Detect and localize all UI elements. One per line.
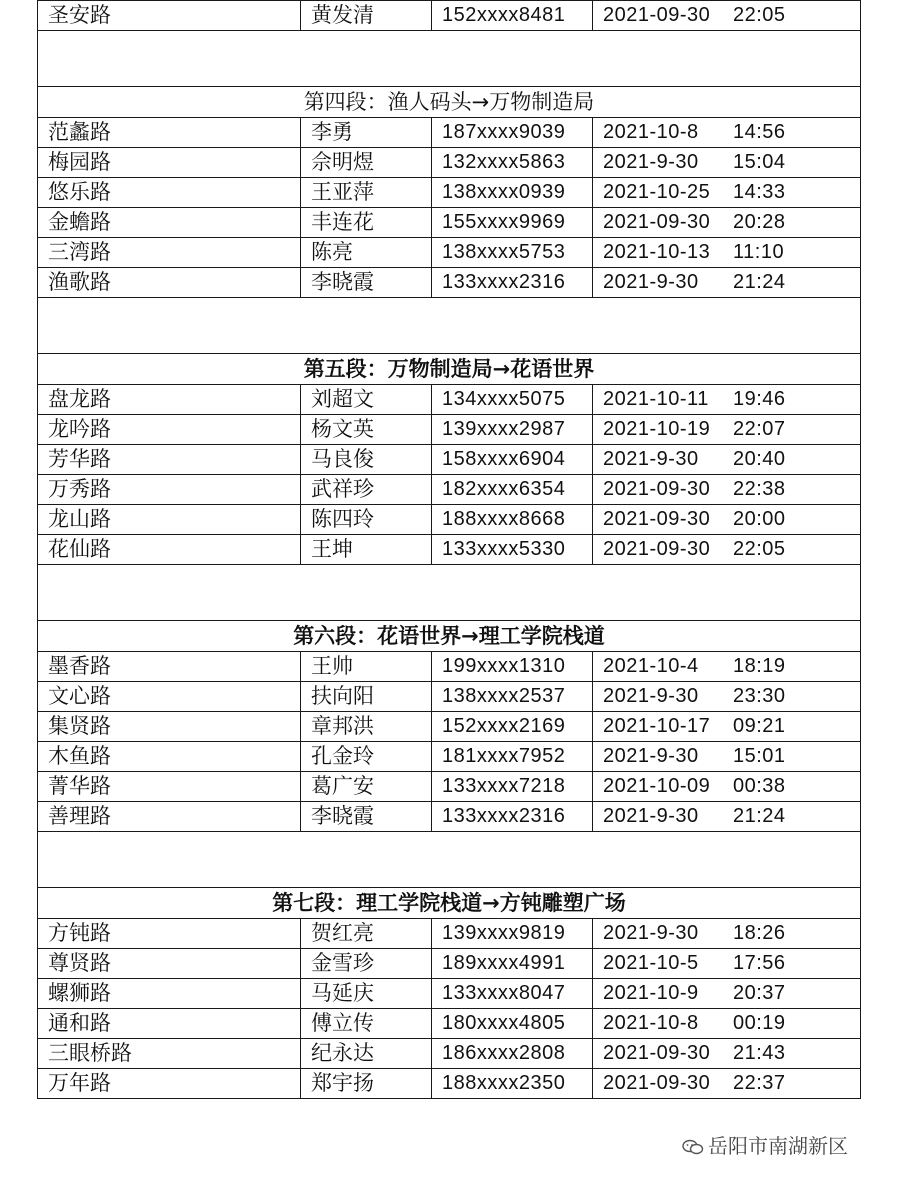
road-cell: 悠乐路 <box>38 178 301 208</box>
table-row <box>38 445 861 475</box>
section-header-row <box>38 354 861 385</box>
table-row <box>38 949 861 979</box>
time-text: 22:38 <box>733 478 786 500</box>
road-cell: 梅园路 <box>38 148 301 178</box>
table-row <box>38 802 861 832</box>
date-text: 2021-10-9 <box>603 982 699 1004</box>
phone-cell: 186xxxx2808 <box>432 1039 593 1069</box>
time-text: 09:21 <box>733 715 786 737</box>
name-cell: 金雪珍 <box>301 949 432 979</box>
table-row <box>38 415 861 445</box>
phone-cell: 138xxxx5753 <box>432 238 593 268</box>
watermark-text: 岳阳市南湖新区 <box>708 1134 848 1158</box>
datetime-cell <box>593 919 861 949</box>
phone-cell: 133xxxx5330 <box>432 535 593 565</box>
name-cell: 佘明煜 <box>301 148 432 178</box>
name-cell: 丰连花 <box>301 208 432 238</box>
road-cell: 木鱼路 <box>38 742 301 772</box>
time-text: 22:07 <box>733 418 786 440</box>
name-cell: 刘超文 <box>301 385 432 415</box>
datetime-cell <box>593 268 861 298</box>
phone-cell: 158xxxx6904 <box>432 445 593 475</box>
date-text: 2021-10-13 <box>603 241 711 263</box>
road-cell: 集贤路 <box>38 712 301 742</box>
time-text: 21:24 <box>733 805 786 827</box>
table-row <box>38 535 861 565</box>
datetime-cell <box>593 118 861 148</box>
section-header-row <box>38 888 861 919</box>
datetime-cell <box>593 1069 861 1099</box>
road-cell: 金蟾路 <box>38 208 301 238</box>
watermark <box>682 1130 848 1159</box>
datetime-cell <box>593 415 861 445</box>
section-header-row <box>38 621 861 652</box>
datetime-cell <box>593 1009 861 1039</box>
date-text: 2021-10-4 <box>603 655 699 677</box>
road-cell: 墨香路 <box>38 652 301 682</box>
date-text: 2021-09-30 <box>603 508 711 530</box>
datetime-cell <box>593 682 861 712</box>
time-text: 20:28 <box>733 211 786 233</box>
date-text: 2021-09-30 <box>603 538 711 560</box>
phone-cell: 133xxxx2316 <box>432 268 593 298</box>
datetime-cell <box>593 148 861 178</box>
phone-cell: 188xxxx8668 <box>432 505 593 535</box>
time-text: 22:05 <box>733 4 786 26</box>
date-text: 2021-9-30 <box>603 151 699 173</box>
datetime-cell <box>593 949 861 979</box>
table-row <box>38 385 861 415</box>
datetime-cell <box>593 535 861 565</box>
name-cell: 陈亮 <box>301 238 432 268</box>
date-text: 2021-09-30 <box>603 478 711 500</box>
road-cell: 龙吟路 <box>38 415 301 445</box>
road-cell: 龙山路 <box>38 505 301 535</box>
table-row <box>38 772 861 802</box>
road-cell: 万年路 <box>38 1069 301 1099</box>
time-text: 17:56 <box>733 952 786 974</box>
road-cell: 圣安路 <box>38 1 301 31</box>
name-cell: 扶向阳 <box>301 682 432 712</box>
datetime-cell <box>593 445 861 475</box>
blank-spacer-row <box>38 298 861 354</box>
time-text: 11:10 <box>733 241 785 263</box>
time-text: 15:01 <box>733 745 786 767</box>
name-cell: 杨文英 <box>301 415 432 445</box>
table-row <box>38 238 861 268</box>
phone-cell: 187xxxx9039 <box>432 118 593 148</box>
phone-cell: 138xxxx2537 <box>432 682 593 712</box>
table-row <box>38 118 861 148</box>
time-text: 14:56 <box>733 121 786 143</box>
name-cell: 陈四玲 <box>301 505 432 535</box>
table-row <box>38 1069 861 1099</box>
time-text: 00:19 <box>733 1012 786 1034</box>
table-row <box>38 268 861 298</box>
datetime-cell <box>593 652 861 682</box>
name-cell: 李晓霞 <box>301 802 432 832</box>
time-text: 20:37 <box>733 982 786 1004</box>
name-cell: 傅立传 <box>301 1009 432 1039</box>
road-cell: 范蠡路 <box>38 118 301 148</box>
time-text: 18:26 <box>733 922 786 944</box>
section-title: 第六段：花语世界→理工学院栈道 <box>38 621 861 652</box>
name-cell: 葛广安 <box>301 772 432 802</box>
phone-cell: 188xxxx2350 <box>432 1069 593 1099</box>
datetime-cell <box>593 505 861 535</box>
datetime-cell <box>593 1 861 31</box>
phone-cell: 133xxxx8047 <box>432 979 593 1009</box>
name-cell: 李勇 <box>301 118 432 148</box>
date-text: 2021-9-30 <box>603 922 699 944</box>
datetime-cell <box>593 475 861 505</box>
road-cell: 三眼桥路 <box>38 1039 301 1069</box>
name-cell: 黄发清 <box>301 1 432 31</box>
phone-cell: 138xxxx0939 <box>432 178 593 208</box>
phone-cell: 182xxxx6354 <box>432 475 593 505</box>
time-text: 19:46 <box>733 388 786 410</box>
time-text: 18:19 <box>733 655 786 677</box>
section-title: 第七段：理工学院栈道→方钝雕塑广场 <box>38 888 861 919</box>
name-cell: 纪永达 <box>301 1039 432 1069</box>
name-cell: 马良俊 <box>301 445 432 475</box>
phone-cell: 152xxxx8481 <box>432 1 593 31</box>
name-cell: 孔金玲 <box>301 742 432 772</box>
section-title: 第五段：万物制造局→花语世界 <box>38 354 861 385</box>
phone-cell: 189xxxx4991 <box>432 949 593 979</box>
datetime-cell <box>593 208 861 238</box>
blank-cell <box>38 565 861 621</box>
datetime-cell <box>593 979 861 1009</box>
date-text: 2021-09-30 <box>603 1072 711 1094</box>
date-text: 2021-9-30 <box>603 271 699 293</box>
table-row <box>38 148 861 178</box>
road-cell: 花仙路 <box>38 535 301 565</box>
table-row <box>38 919 861 949</box>
table-row <box>38 1 861 31</box>
phone-cell: 155xxxx9969 <box>432 208 593 238</box>
table-row <box>38 208 861 238</box>
blank-spacer-row <box>38 832 861 888</box>
phone-cell: 152xxxx2169 <box>432 712 593 742</box>
name-cell: 李晓霞 <box>301 268 432 298</box>
name-cell: 王坤 <box>301 535 432 565</box>
road-cell: 尊贤路 <box>38 949 301 979</box>
datetime-cell <box>593 712 861 742</box>
time-text: 20:40 <box>733 448 786 470</box>
date-text: 2021-10-17 <box>603 715 711 737</box>
road-cell: 万秀路 <box>38 475 301 505</box>
time-text: 21:43 <box>733 1042 786 1064</box>
table-row <box>38 475 861 505</box>
table-row <box>38 742 861 772</box>
time-text: 21:24 <box>733 271 786 293</box>
date-text: 2021-10-8 <box>603 121 699 143</box>
name-cell: 章邦洪 <box>301 712 432 742</box>
time-text: 20:00 <box>733 508 786 530</box>
table-row <box>38 712 861 742</box>
table-row <box>38 178 861 208</box>
blank-cell <box>38 298 861 354</box>
registration-table-sheet <box>37 0 861 1099</box>
date-text: 2021-09-30 <box>603 211 711 233</box>
road-cell: 渔歌路 <box>38 268 301 298</box>
phone-cell: 134xxxx5075 <box>432 385 593 415</box>
blank-spacer-row <box>38 31 861 87</box>
blank-cell <box>38 31 861 87</box>
time-text: 23:30 <box>733 685 786 707</box>
date-text: 2021-10-09 <box>603 775 711 797</box>
datetime-cell <box>593 238 861 268</box>
road-cell: 盘龙路 <box>38 385 301 415</box>
date-text: 2021-10-19 <box>603 418 711 440</box>
road-cell: 菁华路 <box>38 772 301 802</box>
blank-cell <box>38 832 861 888</box>
date-text: 2021-10-11 <box>603 388 709 410</box>
phone-cell: 181xxxx7952 <box>432 742 593 772</box>
name-cell: 王帅 <box>301 652 432 682</box>
phone-cell: 133xxxx7218 <box>432 772 593 802</box>
blank-spacer-row <box>38 565 861 621</box>
datetime-cell <box>593 802 861 832</box>
table-row <box>38 979 861 1009</box>
datetime-cell <box>593 1039 861 1069</box>
time-text: 15:04 <box>733 151 786 173</box>
road-cell: 螺狮路 <box>38 979 301 1009</box>
road-cell: 善理路 <box>38 802 301 832</box>
time-text: 22:37 <box>733 1072 786 1094</box>
date-text: 2021-09-30 <box>603 1042 711 1064</box>
road-cell: 文心路 <box>38 682 301 712</box>
table-row <box>38 505 861 535</box>
date-text: 2021-9-30 <box>603 805 699 827</box>
phone-cell: 139xxxx2987 <box>432 415 593 445</box>
name-cell: 马延庆 <box>301 979 432 1009</box>
section-header-row <box>38 87 861 118</box>
time-text: 00:38 <box>733 775 786 797</box>
road-cell: 方钝路 <box>38 919 301 949</box>
name-cell: 王亚萍 <box>301 178 432 208</box>
datetime-cell <box>593 742 861 772</box>
date-text: 2021-10-5 <box>603 952 699 974</box>
date-text: 2021-9-30 <box>603 745 699 767</box>
date-text: 2021-10-25 <box>603 181 711 203</box>
table-row <box>38 1039 861 1069</box>
date-text: 2021-10-8 <box>603 1012 699 1034</box>
datetime-cell <box>593 178 861 208</box>
name-cell: 郑宇扬 <box>301 1069 432 1099</box>
datetime-cell <box>593 385 861 415</box>
phone-cell: 133xxxx2316 <box>432 802 593 832</box>
registration-table <box>37 0 861 1099</box>
phone-cell: 132xxxx5863 <box>432 148 593 178</box>
date-text: 2021-9-30 <box>603 685 699 707</box>
name-cell: 武祥珍 <box>301 475 432 505</box>
time-text: 22:05 <box>733 538 786 560</box>
name-cell: 贺红亮 <box>301 919 432 949</box>
date-text: 2021-9-30 <box>603 448 699 470</box>
road-cell: 芳华路 <box>38 445 301 475</box>
road-cell: 通和路 <box>38 1009 301 1039</box>
table-row <box>38 682 861 712</box>
datetime-cell <box>593 772 861 802</box>
phone-cell: 139xxxx9819 <box>432 919 593 949</box>
table-row <box>38 652 861 682</box>
road-cell: 三湾路 <box>38 238 301 268</box>
wechat-icon <box>682 1139 704 1155</box>
section-title: 第四段：渔人码头→万物制造局 <box>38 87 861 118</box>
phone-cell: 180xxxx4805 <box>432 1009 593 1039</box>
date-text: 2021-09-30 <box>603 4 711 26</box>
time-text: 14:33 <box>733 181 786 203</box>
phone-cell: 199xxxx1310 <box>432 652 593 682</box>
table-row <box>38 1009 861 1039</box>
